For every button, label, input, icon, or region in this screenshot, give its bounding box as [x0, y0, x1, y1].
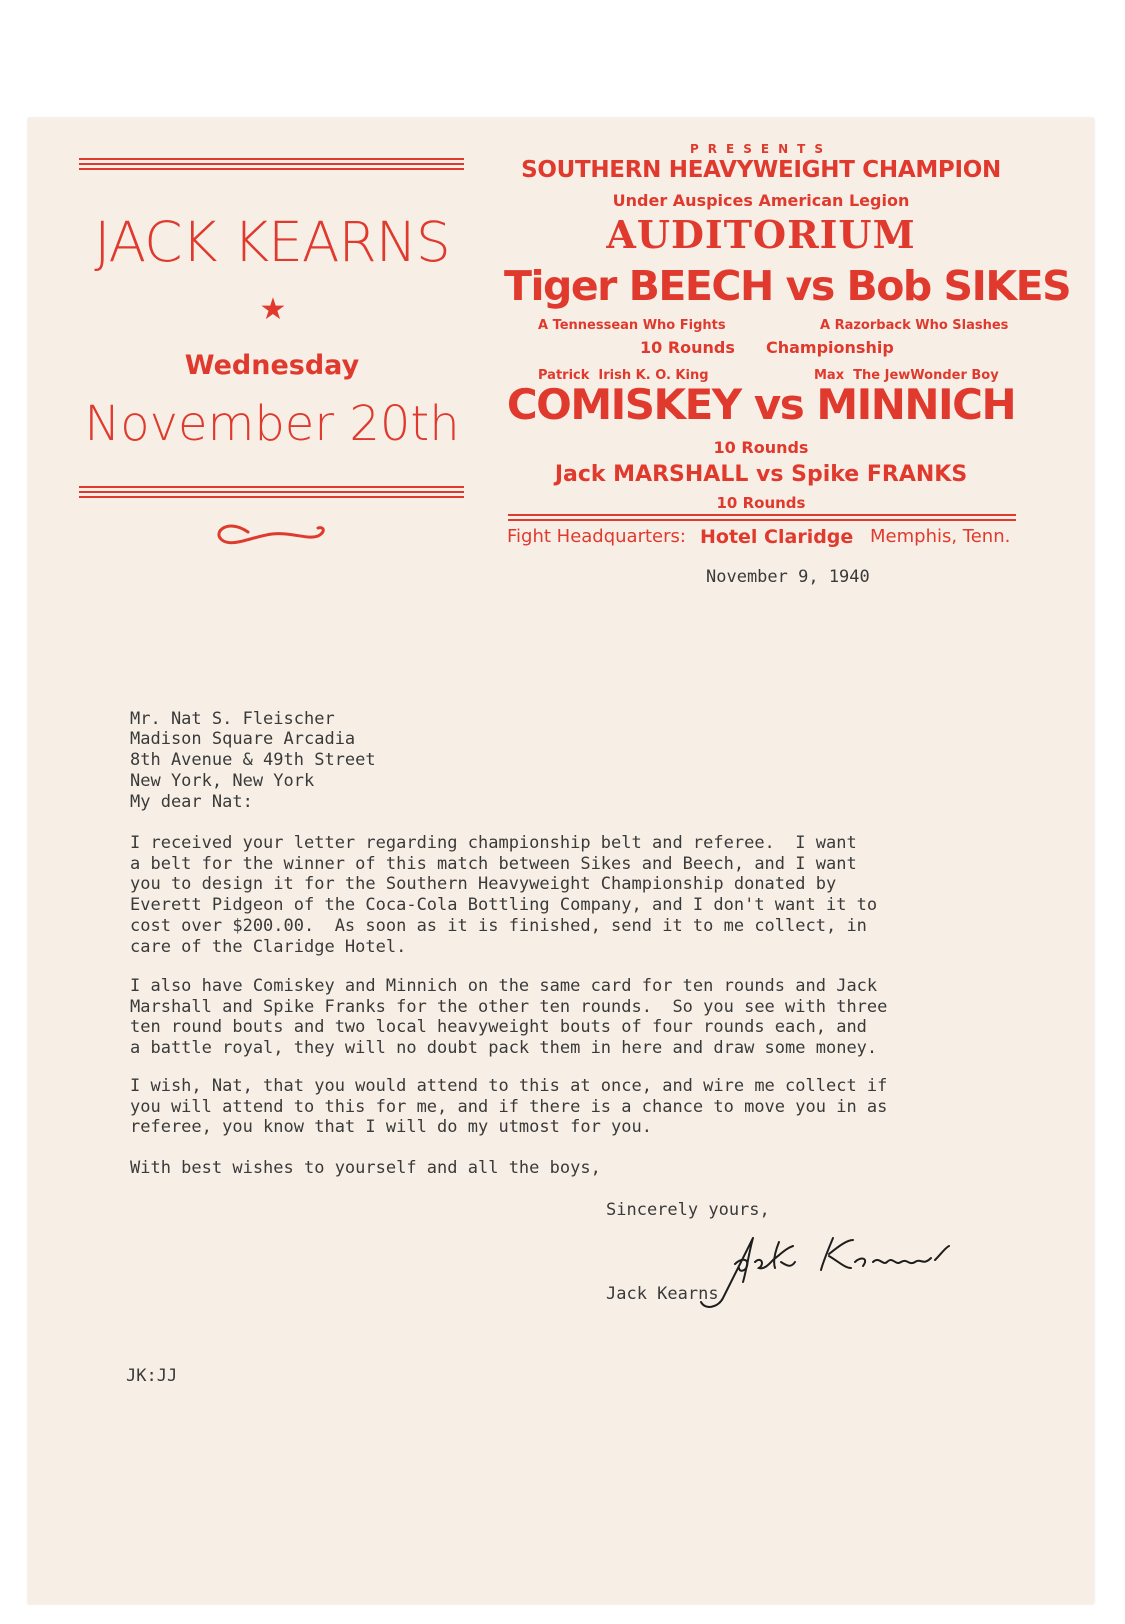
- left-bottom-rule: [79, 486, 464, 488]
- paragraph-1: [130, 833, 877, 957]
- typed-name: Jack Kearns: [606, 1284, 719, 1304]
- venue-title: AUDITORIUM: [606, 212, 916, 257]
- letterhead-date: November 20th: [84, 396, 460, 452]
- bout2-right-desc: Max The JewWonder Boy: [814, 368, 999, 383]
- letterhead-weekday: Wednesday: [184, 350, 360, 381]
- typist-initials: JK:JJ: [126, 1366, 178, 1386]
- bout3-rounds: 10 Rounds: [716, 494, 806, 512]
- bout1-championship: Championship: [766, 338, 894, 357]
- paragraph-3: [130, 1076, 887, 1138]
- closing: Sincerely yours,: [606, 1200, 770, 1220]
- bout1-title: Tiger BEECH vs Bob SIKES: [504, 262, 1071, 310]
- auspices-line: Under Auspices American Legion: [612, 191, 910, 210]
- left-top-rule-3: [79, 168, 464, 170]
- left-top-rule-2: [79, 163, 464, 165]
- right-bottom-rule-2: [508, 519, 1016, 521]
- address-line: New York, New York: [130, 770, 315, 791]
- bout2-title: COMISKEY vs MINNICH: [506, 380, 1016, 429]
- headline: SOUTHERN HEAVYWEIGHT CHAMPION: [521, 157, 1001, 183]
- bout1-right-desc: A Razorback Who Slashes: [820, 318, 1009, 333]
- text-line: I received your letter regarding championship belt and referee. I want: [130, 833, 857, 853]
- left-top-rule: [79, 158, 464, 160]
- bout2-left-desc: Patrick Irish K. O. King: [538, 368, 709, 383]
- star-icon: ★: [259, 292, 287, 327]
- hq-city: Memphis, Tenn.: [870, 526, 1011, 547]
- text-line: cost over $200.00. As soon as it is finished, send it to me collect, in: [130, 915, 867, 936]
- text-line: Marshall and Spike Franks for the other ten rounds. So you see with three: [130, 996, 888, 1017]
- salutation: My dear Nat:: [130, 792, 253, 812]
- text-line: care of the Claridge Hotel.: [130, 936, 407, 957]
- text-line: Everett Pidgeon of the Coca-Cola Bottling Company, and I don't want it to: [130, 895, 878, 916]
- bout1-rounds: 10 Rounds: [640, 338, 735, 357]
- right-bottom-rule: [508, 514, 1016, 516]
- left-bottom-rule-2: [79, 491, 464, 493]
- letter-paper: [28, 118, 1094, 1604]
- presents-label: PRESENTS: [690, 142, 832, 156]
- address-line: Madison Square Arcadia: [130, 729, 356, 750]
- bout3-title: Jack MARSHALL vs Spike FRANKS: [554, 462, 968, 487]
- text-line: you to design it for the Southern Heavyweight Championship donated by: [130, 874, 837, 895]
- paragraph-2: [130, 976, 887, 1059]
- text-line: a belt for the winner of this match between Sikes and Beech, and I want: [130, 853, 857, 874]
- text-line: I wish, Nat, that you would attend to this at once, and wire me collect if: [130, 1076, 888, 1096]
- hq-hotel: Hotel Claridge: [700, 526, 854, 548]
- address-line: 8th Avenue & 49th Street: [130, 750, 376, 771]
- letterhead-name: JACK KEARNS: [94, 210, 450, 274]
- closing-line: With best wishes to yourself and all the boys,: [130, 1158, 601, 1178]
- bout1-left-desc: A Tennessean Who Fights: [538, 318, 726, 333]
- address-line: Mr. Nat S. Fleischer: [130, 708, 335, 729]
- recipient-address: [130, 688, 376, 792]
- bout2-rounds: 10 Rounds: [713, 438, 809, 457]
- text-line: referee, you know that I will do my utmost for you.: [130, 1117, 652, 1138]
- letter-date: November 9, 1940: [706, 567, 870, 587]
- text-line: a battle royal, they will no doubt pack them in here and draw some money.: [130, 1038, 878, 1059]
- text-line: I also have Comiskey and Minnich on the same card for ten rounds and Jack: [130, 976, 878, 996]
- flourish-ornament: [208, 514, 338, 546]
- text-line: you will attend to this for me, and if there is a chance to move you in as: [130, 1096, 888, 1117]
- text-line: ten round bouts and two local heavyweight bouts of four rounds each, and: [130, 1017, 867, 1038]
- left-bottom-rule-3: [79, 496, 464, 498]
- hq-label: Fight Headquarters:: [507, 526, 686, 547]
- handwritten-signature: [683, 1218, 963, 1318]
